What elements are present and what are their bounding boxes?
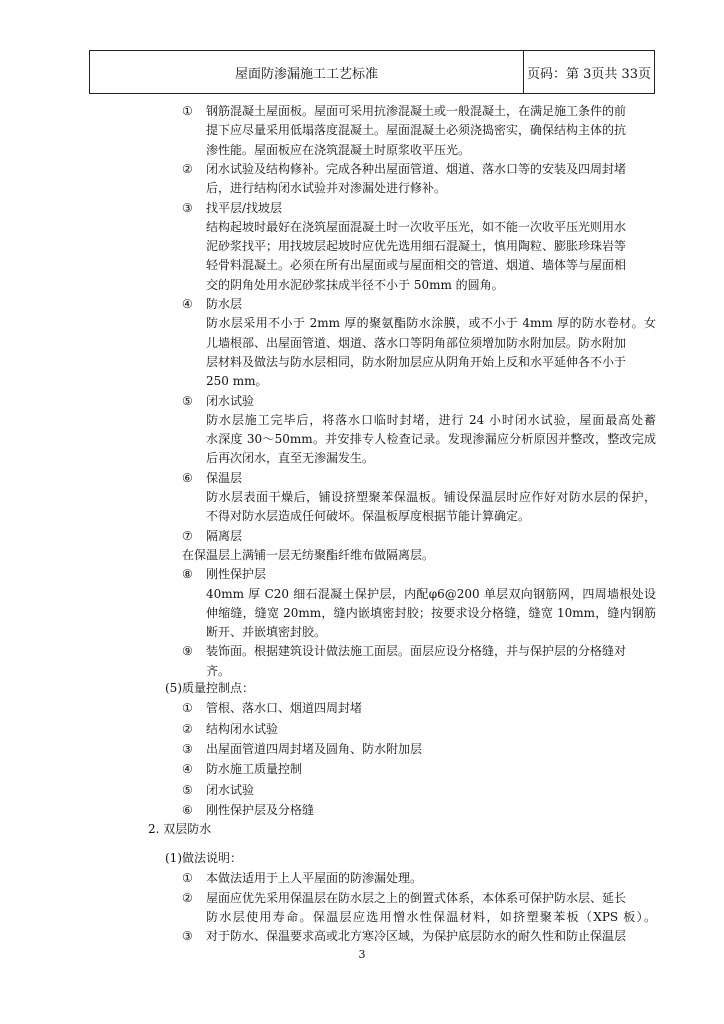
quality-item: 防水施工质量控制 bbox=[206, 762, 303, 777]
item-line: 防水层 bbox=[206, 297, 243, 311]
item-marker: ③ bbox=[182, 929, 193, 944]
item-line: 找平层/找坡层 bbox=[206, 200, 283, 215]
item-line: 断开、并嵌填密封胶。 bbox=[206, 625, 327, 640]
item-line: 泥砂浆找平；用找坡层起坡时应优先选用细石混凝土，慎用陶粒、膨胀珍珠岩等 bbox=[206, 239, 627, 254]
item-line: 钢筋混凝土屋面板。屋面可采用抗渗混凝土或一般混凝土，在满足施工条件的前 bbox=[206, 104, 627, 118]
item-line: 隔离层 bbox=[206, 528, 243, 543]
quality-marker: ② bbox=[182, 721, 193, 736]
quality-item: 出屋面管道四周封堵及圆角、防水附加层 bbox=[206, 741, 423, 756]
quality-item: 刚性保护层及分格缝 bbox=[206, 802, 315, 817]
item-line: 刚性保护层 bbox=[206, 567, 267, 582]
page-number: 3 bbox=[358, 948, 366, 961]
item-line: 屋面应优先采用保温层在防水层之上的倒置式体系，本体系可保护防水层、延长 bbox=[206, 890, 627, 905]
item-line: 40mm 厚 C20 细石混凝土保护层，内配φ6@200 单层双向钢筋网，四周墙根处设 bbox=[206, 586, 656, 601]
item-line: 轻骨料混凝土。必须在所有出屋面或与屋面相交的管道、烟道、墙体等与屋面相 bbox=[206, 258, 627, 273]
subsection-heading: (1)做法说明： bbox=[165, 851, 242, 865]
item-line: 交的阴角处用水泥砂浆抹成半径不小于 50mm 的圆角。 bbox=[206, 277, 504, 292]
item-line: 后再次闭水，直至无渗漏发生。 bbox=[206, 451, 375, 466]
item-line: 防水层施工完毕后，将落水口临时封堵，进行 24 小时闭水试验，屋面最高处蓄 bbox=[206, 412, 656, 427]
quality-marker: ⑥ bbox=[182, 802, 193, 817]
quality-item: 闭水试验 bbox=[206, 782, 255, 797]
item-line: 防水层表面干燥后，铺设挤塑聚苯保温板。铺设保温层时应作好对防水层的保护， bbox=[206, 490, 656, 504]
item-marker: ⑤ bbox=[182, 393, 193, 408]
quality-marker: ④ bbox=[182, 762, 193, 777]
item-line: 层材料及做法与防水层相同，防水附加层应从阴角开始上反和水平延伸各不小于 bbox=[206, 354, 627, 369]
quality-item: 管根、落水口、烟道四周封堵 bbox=[206, 701, 363, 716]
item-line: 水深度 30～50mm。并安排专人检查记录。发现渗漏应分析原因并整改，整改完成 bbox=[206, 432, 656, 447]
item-line: 后，进行结构闭水试验并对渗漏处进行修补。 bbox=[206, 181, 447, 196]
quality-heading: (5)质量控制点： bbox=[165, 681, 254, 695]
item-marker: ④ bbox=[182, 297, 193, 311]
item-line: 防水层使用寿命。保温层应选用憎水性保温材料，如挤塑聚苯板（XPS 板）。 bbox=[206, 909, 656, 924]
item-line: 保温层 bbox=[206, 470, 243, 485]
item-marker: ⑨ bbox=[182, 644, 193, 659]
header-table bbox=[89, 50, 655, 94]
item-marker: ⑧ bbox=[182, 567, 193, 582]
quality-item: 结构闭水试验 bbox=[206, 721, 279, 736]
item-marker: ① bbox=[182, 871, 193, 886]
page-info: 页码：第 3页共 33页 bbox=[526, 66, 652, 82]
item-line: 对于防水、保温要求高或北方寒冷区域，为保护底层防水的耐久性和防止保温层 bbox=[206, 929, 627, 944]
item-line: 不得对防水层造成任何破坏。保温板厚度根据节能计算确定。 bbox=[206, 509, 531, 524]
item-marker: ③ bbox=[182, 200, 193, 215]
item-line: 闭水试验 bbox=[206, 393, 255, 408]
item-line: 装饰面。根据建筑设计做法施工面层。面层应设分格缝，并与保护层的分格缝对 bbox=[206, 644, 627, 659]
item-line: 渗性能。屋面板应在浇筑混凝土时原浆收平压光。 bbox=[206, 142, 471, 157]
item-marker: ⑥ bbox=[182, 470, 193, 485]
item-line: 齐。 bbox=[206, 663, 231, 678]
item-line: 结构起坡时最好在浇筑屋面混凝土时一次收平压光，如不能一次收平压光则用水 bbox=[206, 219, 627, 234]
item-line: 伸缩缝，缝宽 20mm，缝内嵌填密封胶；按要求设分格缝，缝宽 10mm，缝内钢筋 bbox=[206, 605, 656, 620]
item-marker: ② bbox=[182, 890, 193, 905]
quality-marker: ⑤ bbox=[182, 782, 193, 797]
item-line: 儿墙根部、出屋面管道、烟道、落水口等阴角部位须增加防水附加层。防水附加 bbox=[206, 335, 627, 350]
item-line: 本做法适用于上人平屋面的防渗漏处理。 bbox=[206, 871, 423, 886]
document-title: 屋面防渗漏施工工艺标准 bbox=[90, 51, 524, 93]
item-marker: ② bbox=[182, 161, 193, 176]
item-line: 250 mm。 bbox=[206, 374, 268, 389]
item-line: 防水层采用不小于 2mm 厚的聚氨酯防水涂膜，或不小于 4mm 厚的防水卷材。女 bbox=[206, 316, 656, 331]
quality-marker: ③ bbox=[182, 741, 193, 756]
item-line: 在保温层上满铺一层无纺聚酯纤维布做隔离层。 bbox=[182, 547, 435, 562]
quality-marker: ① bbox=[182, 701, 193, 716]
item-line: 提下应尽量采用低塌落度混凝土。屋面混凝土必须浇捣密实，确保结构主体的抗 bbox=[206, 123, 627, 138]
item-line: 闭水试验及结构修补。完成各种出屋面管道、烟道、落水口等的安装及四周封堵 bbox=[206, 161, 627, 176]
item-marker: ① bbox=[182, 104, 193, 118]
item-marker: ⑦ bbox=[182, 528, 193, 543]
section-heading: 2. 双层防水 bbox=[148, 822, 212, 836]
